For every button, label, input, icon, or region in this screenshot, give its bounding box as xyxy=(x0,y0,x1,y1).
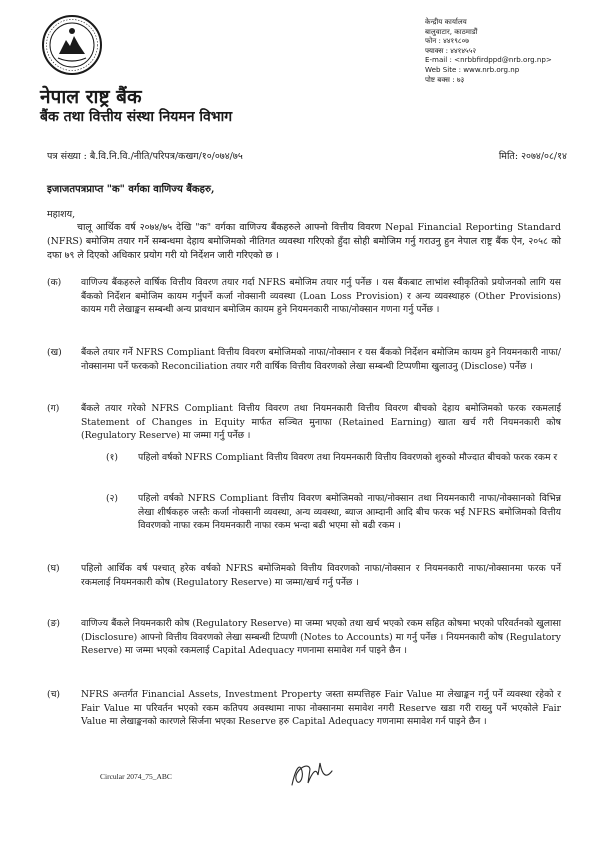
reference-number: पत्र संख्या : बै.वि.नि.वि./नीति/परिपत्र/कखग/१०/०७४/७५ xyxy=(47,151,243,162)
circular-id: Circular 2074_75_ABC xyxy=(100,772,172,781)
salutation: महाशय, xyxy=(47,209,76,220)
sub-item xyxy=(106,451,561,465)
item-label: (घ) xyxy=(47,563,60,574)
signature-icon xyxy=(286,757,338,791)
item-label: (ख) xyxy=(47,347,62,358)
directive-item xyxy=(47,402,561,443)
item-text: NFRS अन्तर्गत Financial Assets, Investment Property जस्ता सम्पत्तिहरु Fair Value मा लेखाङ्कन गर्नु पर्ने व्यवस्था रहेको र Fair Value मा परिवर्तन भएको रकम कतिपय अवस्थामा नाफा नोक्सानमा समावेश नगरी Reserve खडा गरी राख्नु पर्ने भएकोले Fair Value मा लेखाङ्कनको कारणले सिर्जना भएका Reserve हरु Capital Adequacy गणनामा समावेश गर्न पाइने छैन । xyxy=(81,689,561,728)
sub-item-text: पहिलो वर्षको NFRS Compliant वित्तीय विवरण तथा नियमनकारी वित्तीय विवरणको शुरुको मौज्दात बीचको फरक रकम र xyxy=(138,452,558,463)
addressee: इजाजतपत्रप्राप्त "क" वर्गका वाणिज्य बैंकहरु, xyxy=(47,184,215,195)
organization-name: नेपाल राष्ट्र बैंक xyxy=(40,86,142,108)
item-text: बैंकले तयार गरेको NFRS Compliant वित्तीय विवरण तथा नियमनकारी वित्तीय विवरण बीचको देहाय बमोजिमको फरक रकमलाई Statement of Changes in Equity मार्फत सञ्चित मुनाफा (Retained Earning) खाता खर्च गरी नियमनकारी कोष (Regulatory Reserve) मा जम्मा गर्नु पर्नेछ । xyxy=(81,403,561,442)
phone-number: फोन : ४४१९८०७ xyxy=(425,36,469,46)
website-address: Web Site : www.nrb.org.np xyxy=(425,64,520,74)
item-label: (ङ) xyxy=(47,618,61,629)
nrb-emblem-icon xyxy=(41,14,103,76)
department-name: बैंक तथा वित्तीय संस्था नियमन विभाग xyxy=(40,109,233,125)
directive-item xyxy=(47,562,561,589)
directive-item xyxy=(47,617,561,658)
sub-item-label: (२) xyxy=(106,493,118,504)
reference-row xyxy=(47,149,567,162)
item-label: (ग) xyxy=(47,403,60,414)
contact-block xyxy=(425,17,552,84)
directive-item xyxy=(47,276,561,317)
item-text: बैंकले तयार गर्ने NFRS Compliant वित्तीय विवरण बमोजिमको नाफा/नोक्सान र यस बैंकको निर्देशन बमोजिम कायम हुने नियमनकारी नाफा/नोक्सानमा पर्ने फरकको Reconciliation तयार गरी वार्षिक वित्तीय विवरणको लेखा सम्बन्धी टिप्पणीमा खुलाउनु (Disclose) पर्नेछ । xyxy=(81,347,561,372)
po-box: पोष्ट बक्स : ७३ xyxy=(425,74,465,84)
letter-date: मिति: २०७४/०८/१४ xyxy=(498,151,567,162)
sub-item-text: पहिलो वर्षको NFRS Compliant वित्तीय विवरण बमोजिमको नाफा/नोक्सान तथा नियमनकारी नाफा/नोक्सानको विभिन्न लेखा शीर्षकहरु जस्तैः कर्जा नोक्सानी व्यवस्था, अन्य व्यवस्था, ब्याज आम्दानी आदि बीच फरक भई NFRS बमोजिमको वित्तीय विवरणको नाफा रकम नियमनकारी नाफा रकम भन्दा बढी भएमा सो बढी रकम । xyxy=(138,493,561,532)
intro-paragraph: चालू आर्थिक वर्ष २०७४/७५ देखि "क" वर्गका वाणिज्य बैंकहरुले आफ्नो वित्तीय विवरण Nepal Financial Reporting Standard (NFRS) बमोजिम तयार गर्ने सम्बन्धमा देहाय बमोजिमको नीतिगत व्यवस्था गरिएको हुँदा सोही बमोजिम गर्नु गराउनु हुन नेपाल राष्ट्र बैंक ऐन, २०५८ को दफा ७९ ले दिएको अधिकार प्रयोग गरी यो निर्देशन जारी गरिएको छ । xyxy=(47,222,561,261)
directive-item xyxy=(47,346,561,373)
item-label: (च) xyxy=(47,689,61,700)
directive-item xyxy=(47,688,561,729)
item-label: (क) xyxy=(47,277,62,288)
item-text: पहिलो आर्थिक वर्ष पश्चात् हरेक वर्षको NFRS बमोजिमको वित्तीय विवरणको नाफा/नोक्सान र नियमनकारी नाफा/नोक्सानमा फरक पर्ने रकमलाई नियमनकारी कोष (Regulatory Reserve) मा जम्मा/खर्च गर्नु पर्नेछ । xyxy=(81,563,561,588)
item-text: वाणिज्य बैंकले नियमनकारी कोष (Regulatory Reserve) मा जम्मा भएको तथा खर्च भएको रकम सहित कोषमा भएको परिवर्तनको खुलासा (Disclosure) आफ्नो वित्तीय विवरणको लेखा सम्बन्धी टिप्पणी (Notes to Accounts) मा गर्नु पर्नेछ । नियमनकारी कोष (Regulatory Reserve) मा जम्मा भएको रकमलाई Capital Adequacy गणनामा समावेश गर्न पाइने छैन । xyxy=(81,618,561,657)
item-text: वाणिज्य बैंकहरुले वार्षिक वित्तीय विवरण तयार गर्दा NFRS बमोजिम तयार गर्नु पर्नेछ । यस बैंकबाट लाभांश स्वीकृतिको प्रयोजनको लागि यस बैंकको निर्देशन बमोजिम कायम गर्नुपर्ने कर्जा नोक्सानी व्यवस्था (Loan Loss Provision) र अन्य व्यवस्थाहरु (Other Provisions) कायम गरी लेखाङ्कन सम्बन्धी अन्य प्रावधान बमोजिम कायम हुने नियमनकारी नाफा/नोक्सान गणना गर्नु पर्नेछ । xyxy=(81,277,561,316)
office-address: बालुवाटार, काठमाडौं xyxy=(425,26,478,36)
fax-number: फ्याक्स : ४४१४५५२ xyxy=(425,45,477,55)
sub-item-label: (१) xyxy=(106,452,118,463)
office-label: केन्द्रीय कार्यालय xyxy=(425,17,467,26)
sub-item xyxy=(106,492,561,533)
email-address: E-mail : <nrbbfirdppd@nrb.org.np> xyxy=(425,55,552,65)
